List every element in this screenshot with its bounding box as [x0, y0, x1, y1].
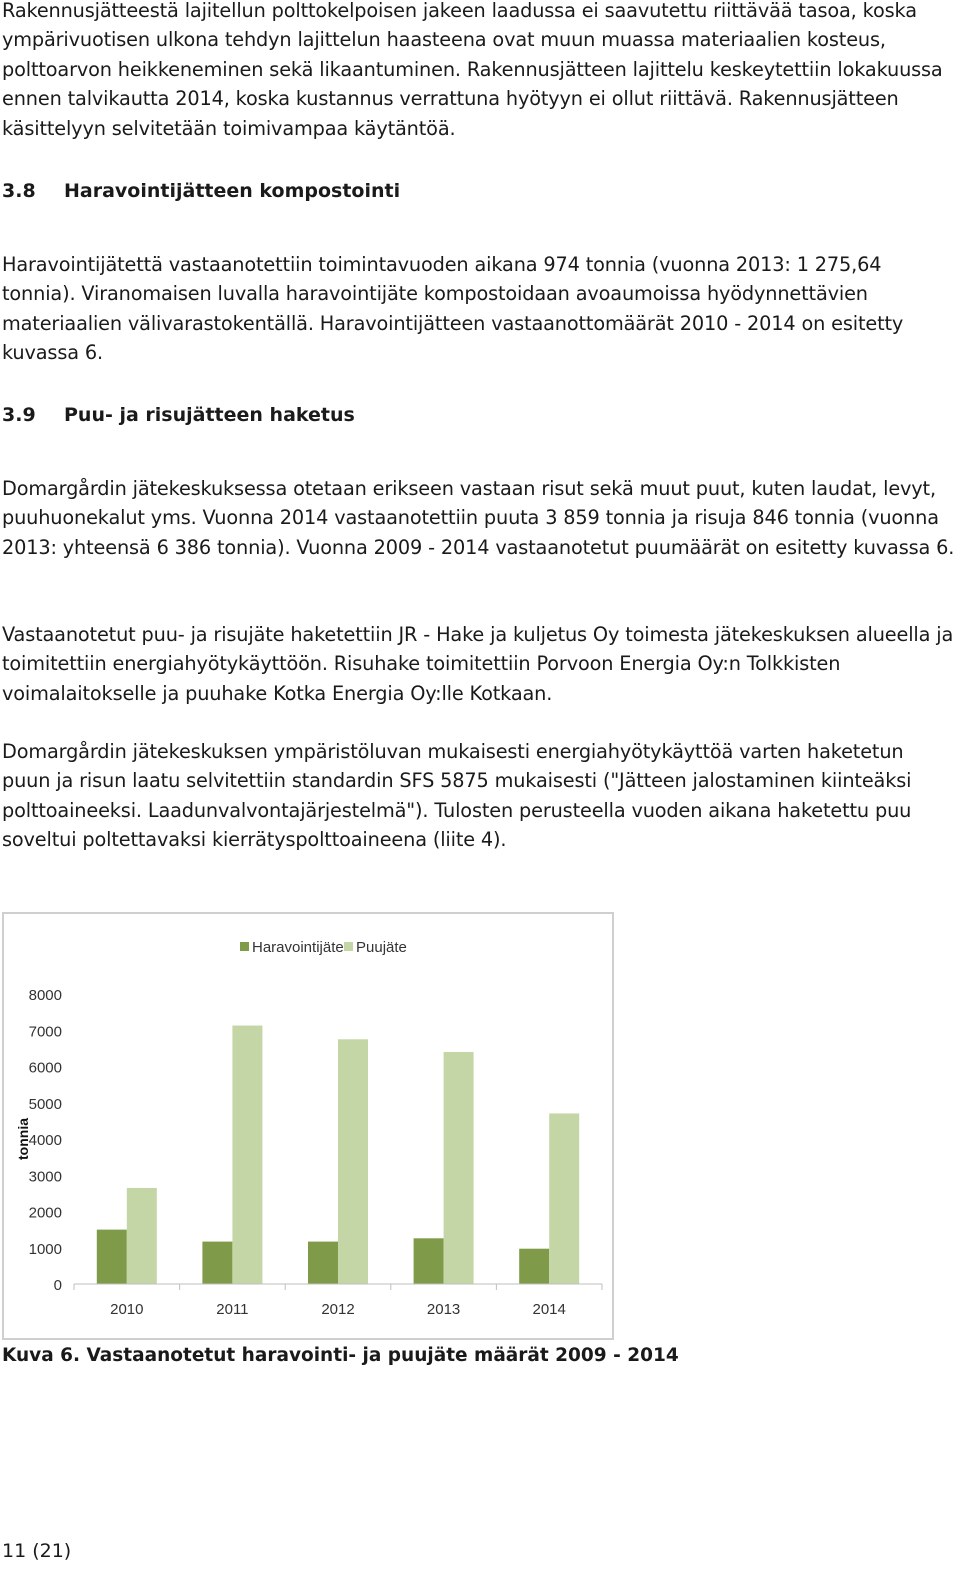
haravointi-paragraph	[2, 250, 956, 368]
bar-puujäte-2013	[444, 1052, 474, 1284]
bar-puujäte-2010	[127, 1188, 157, 1284]
section-heading-3-9	[2, 401, 355, 430]
x-tick-label: 2014	[532, 1301, 566, 1318]
paragraph-rakennusjate: Rakennusjätteestä lajitellun polttokelpoisen jakeen laadussa ei saavutettu riittävää tasoa, koska ympärivuotisen ulkona tehdyn lajittelun haasteena ovat muun muassa materiaalien kosteus, polttoarvon heikkeneminen sekä likaantuminen. Rakennusjätteen lajittelu keskeytettiin lokakuussa ennen talvikautta 2014, koska kustannus verrattuna hyötyyn ei ollut riittävä. Rakennusjätteen käsittelyyn selvitetään toimivampaa käytäntöä.	[2, 0, 943, 140]
legend-swatch-1	[240, 942, 249, 951]
haketus-paragraph	[2, 620, 956, 708]
y-axis-label: tonnia	[15, 1118, 31, 1160]
y-tick-label: 2000	[28, 1204, 62, 1222]
bar-haravointijäte-2013	[414, 1238, 444, 1284]
section-title: Haravointijätteen kompostointi	[64, 180, 401, 202]
section-number: 3.9	[2, 404, 36, 426]
x-tick-label: 2012	[321, 1301, 355, 1318]
chart-frame	[2, 912, 614, 1340]
legend-label-1: Haravointijäte	[252, 939, 344, 956]
bar-chart	[4, 914, 612, 1338]
y-tick-label: 6000	[28, 1059, 62, 1077]
paragraph-haketus: Vastaanotetut puu- ja risujäte haketettiin JR - Hake ja kuljetus Oy toimesta jätekeskuksen alueella ja toimitettiin energiahyötykäyttöön. Risuhake toimitettiin Porvoon Energia Oy:n Tolkkisten voimalaitokselle ja puuhake Kotka Energia Oy:lle Kotkaan.	[2, 623, 954, 705]
section-number: 3.8	[2, 180, 36, 202]
paragraph-puujate: Domargårdin jätekeskuksessa otetaan erikseen vastaan risut sekä muut puut, kuten laudat, levyt, puuhuonekalut yms. Vuonna 2014 vastaanotettiin puuta 3 859 tonnia ja risuja 846 tonnia (vuonna 2013: yhteensä 6 386 tonnia). Vuonna 2009 - 2014 vastaanotetut puumäärät on esitetty kuvassa 6.	[2, 477, 955, 559]
bar-puujäte-2011	[232, 1026, 262, 1284]
bars	[97, 1026, 579, 1284]
x-tick-label: 2011	[216, 1301, 249, 1318]
laatu-paragraph	[2, 737, 956, 855]
section-title: Puu- ja risujätteen haketus	[64, 404, 355, 426]
x-tick-label: 2010	[110, 1301, 144, 1318]
y-tick-label: 7000	[28, 1023, 62, 1041]
paragraph-haravointi: Haravointijätettä vastaanotettiin toimintavuoden aikana 974 tonnia (vuonna 2013: 1 275,64 tonnia). Viranomaisen luvalla haravointijäte kompostoidaan avoaumoissa hyödynnettävien materiaalien välivarastokentällä. Haravointijätteen vastaanottomäärät 2010 - 2014 on esitetty kuvassa 6.	[2, 253, 904, 365]
chart-legend	[240, 939, 407, 956]
x-tick-label: 2013	[426, 1301, 461, 1318]
y-tick-label: 1000	[28, 1240, 62, 1258]
legend-swatch-2	[344, 942, 353, 951]
y-tick-label: 0	[53, 1277, 62, 1294]
bar-puujäte-2012	[338, 1039, 368, 1284]
puujate-paragraph	[2, 474, 956, 562]
bar-puujäte-2014	[549, 1113, 579, 1284]
y-axis	[15, 987, 62, 1294]
bar-haravointijäte-2010	[97, 1230, 127, 1284]
bar-haravointijäte-2011	[202, 1242, 232, 1284]
y-tick-label: 8000	[28, 987, 62, 1004]
bar-haravointijäte-2012	[308, 1242, 338, 1284]
legend-label-2: Puujäte	[356, 939, 407, 956]
section-heading-3-8	[2, 177, 400, 206]
y-tick-label: 5000	[28, 1095, 62, 1113]
bar-haravointijäte-2014	[519, 1249, 549, 1284]
figure-caption: Kuva 6. Vastaanotetut haravointi- ja puujäte määrät 2009 - 2014	[2, 1345, 679, 1366]
paragraph-laatu: Domargårdin jätekeskuksen ympäristöluvan mukaisesti energiahyötykäyttöä varten haketetun puun ja risun laatu selvitettiin standardin SFS 5875 mukaisesti ("Jätteen jalostaminen kiinteäksi polttoaineeksi. Laadunvalvontajärjestelmä"). Tulosten perusteella vuoden aikana haketettu puu soveltui poltettavaksi kierrätyspolttoaineena (liite 4).	[2, 740, 912, 852]
y-tick-label: 3000	[28, 1168, 62, 1186]
intro-paragraph	[2, 0, 956, 143]
y-tick-label: 4000	[28, 1132, 62, 1149]
page-number: 11 (21)	[2, 1540, 72, 1562]
x-axis	[74, 1284, 602, 1318]
